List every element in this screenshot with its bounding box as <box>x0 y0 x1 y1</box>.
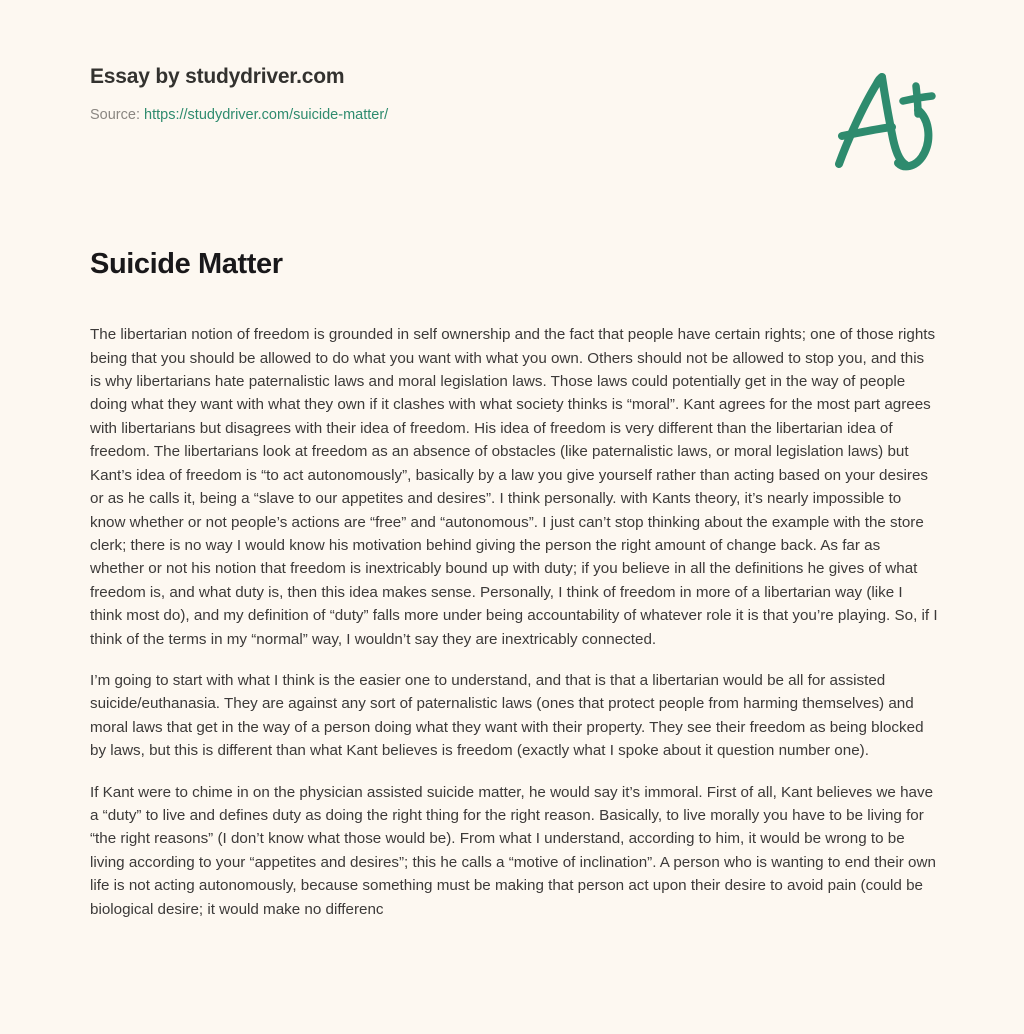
source-label: Source: <box>90 107 140 124</box>
article-paragraph: I’m going to start with what I think is the easier one to understand, and that is that a libertarian would be all for assisted suicide/euthanasia. They are against any sort of paternalistic laws (ones that protect people from harming themselves) and moral laws that get in the way of a person doing what they want with their property. They see their freedom as being blocked by laws, but this is different than what Kant believes is freedom (exactly what I spoke about it question number one). <box>90 671 924 760</box>
article-paragraph: If Kant were to chime in on the physician assisted suicide matter, he would say it’s immoral. First of all, Kant believes we have a “duty” to live and defines duty as doing the right thing for the right reason. Basically, to live morally you have to be living for “the right reasons” (I don’t know what those would be). From what I understand, according to him, it would be wrong to be living according to your “appetites and desires”; this he calls a “motive of inclination”. A person who is wanting to end their own life is not acting autonomously, because something must be making that person act upon their desire to avoid pain (could be biological desire; it would make no differenc <box>90 783 936 918</box>
article-paragraph: The libertarian notion of freedom is grounded in self ownership and the fact that people have certain rights; one of those rights being that you should be allowed to do what you want with what you own. Others should not be allowed to stop you, and this is why libertarians hate paternalistic laws and moral legislation laws. Those laws could potentially get in the way of people doing what they want with what they own if it clashes with what society thinks is “moral”. Kant agrees for the most part agrees with libertarians but disagrees with their idea of freedom. His idea of freedom is very different than the libertarian idea of freedom. The libertarians look at freedom as an absence of obstacles (like paternalistic laws, or moral legislation laws) but Kant’s idea of freedom is “to act autonomously”, basically by a law you give yourself rather than acting based on your desires or as he calls it, being a “slave to our appetites and desires”. I think personally. with Kants theory, it’s nearly impossible to know whether or not people’s actions are “free” and “autonomous”. I just can’t stop thinking about the example with the store clerk; there is no way I would know his motivation behind giving the person the right amount of change back. As far as whether or not his notion that freedom is inextricably bound up with duty; if you believe in all the definitions he gives of what freedom is, and what duty is, then this idea makes sense. Personally, I think of freedom in more of a libertarian way (like I think most do), and my definition of “duty” falls more under being accountability of whatever role it is that you’re playing. So, if I think of the terms in my “normal” way, I wouldn’t say they are inextricably connected. <box>90 326 938 648</box>
page-header <box>0 0 1024 190</box>
page-title: Suicide Matter <box>90 248 283 280</box>
source-url-link[interactable]: https://studydriver.com/suicide-matter/ <box>144 107 389 124</box>
a-plus-logo-icon <box>820 62 950 177</box>
article-body <box>90 323 938 921</box>
article <box>90 246 938 921</box>
essay-byline: Essay by studydriver.com <box>90 65 345 88</box>
a-plus-logo-svg <box>820 62 950 177</box>
header-text-block <box>90 64 388 125</box>
source-line <box>90 106 388 125</box>
